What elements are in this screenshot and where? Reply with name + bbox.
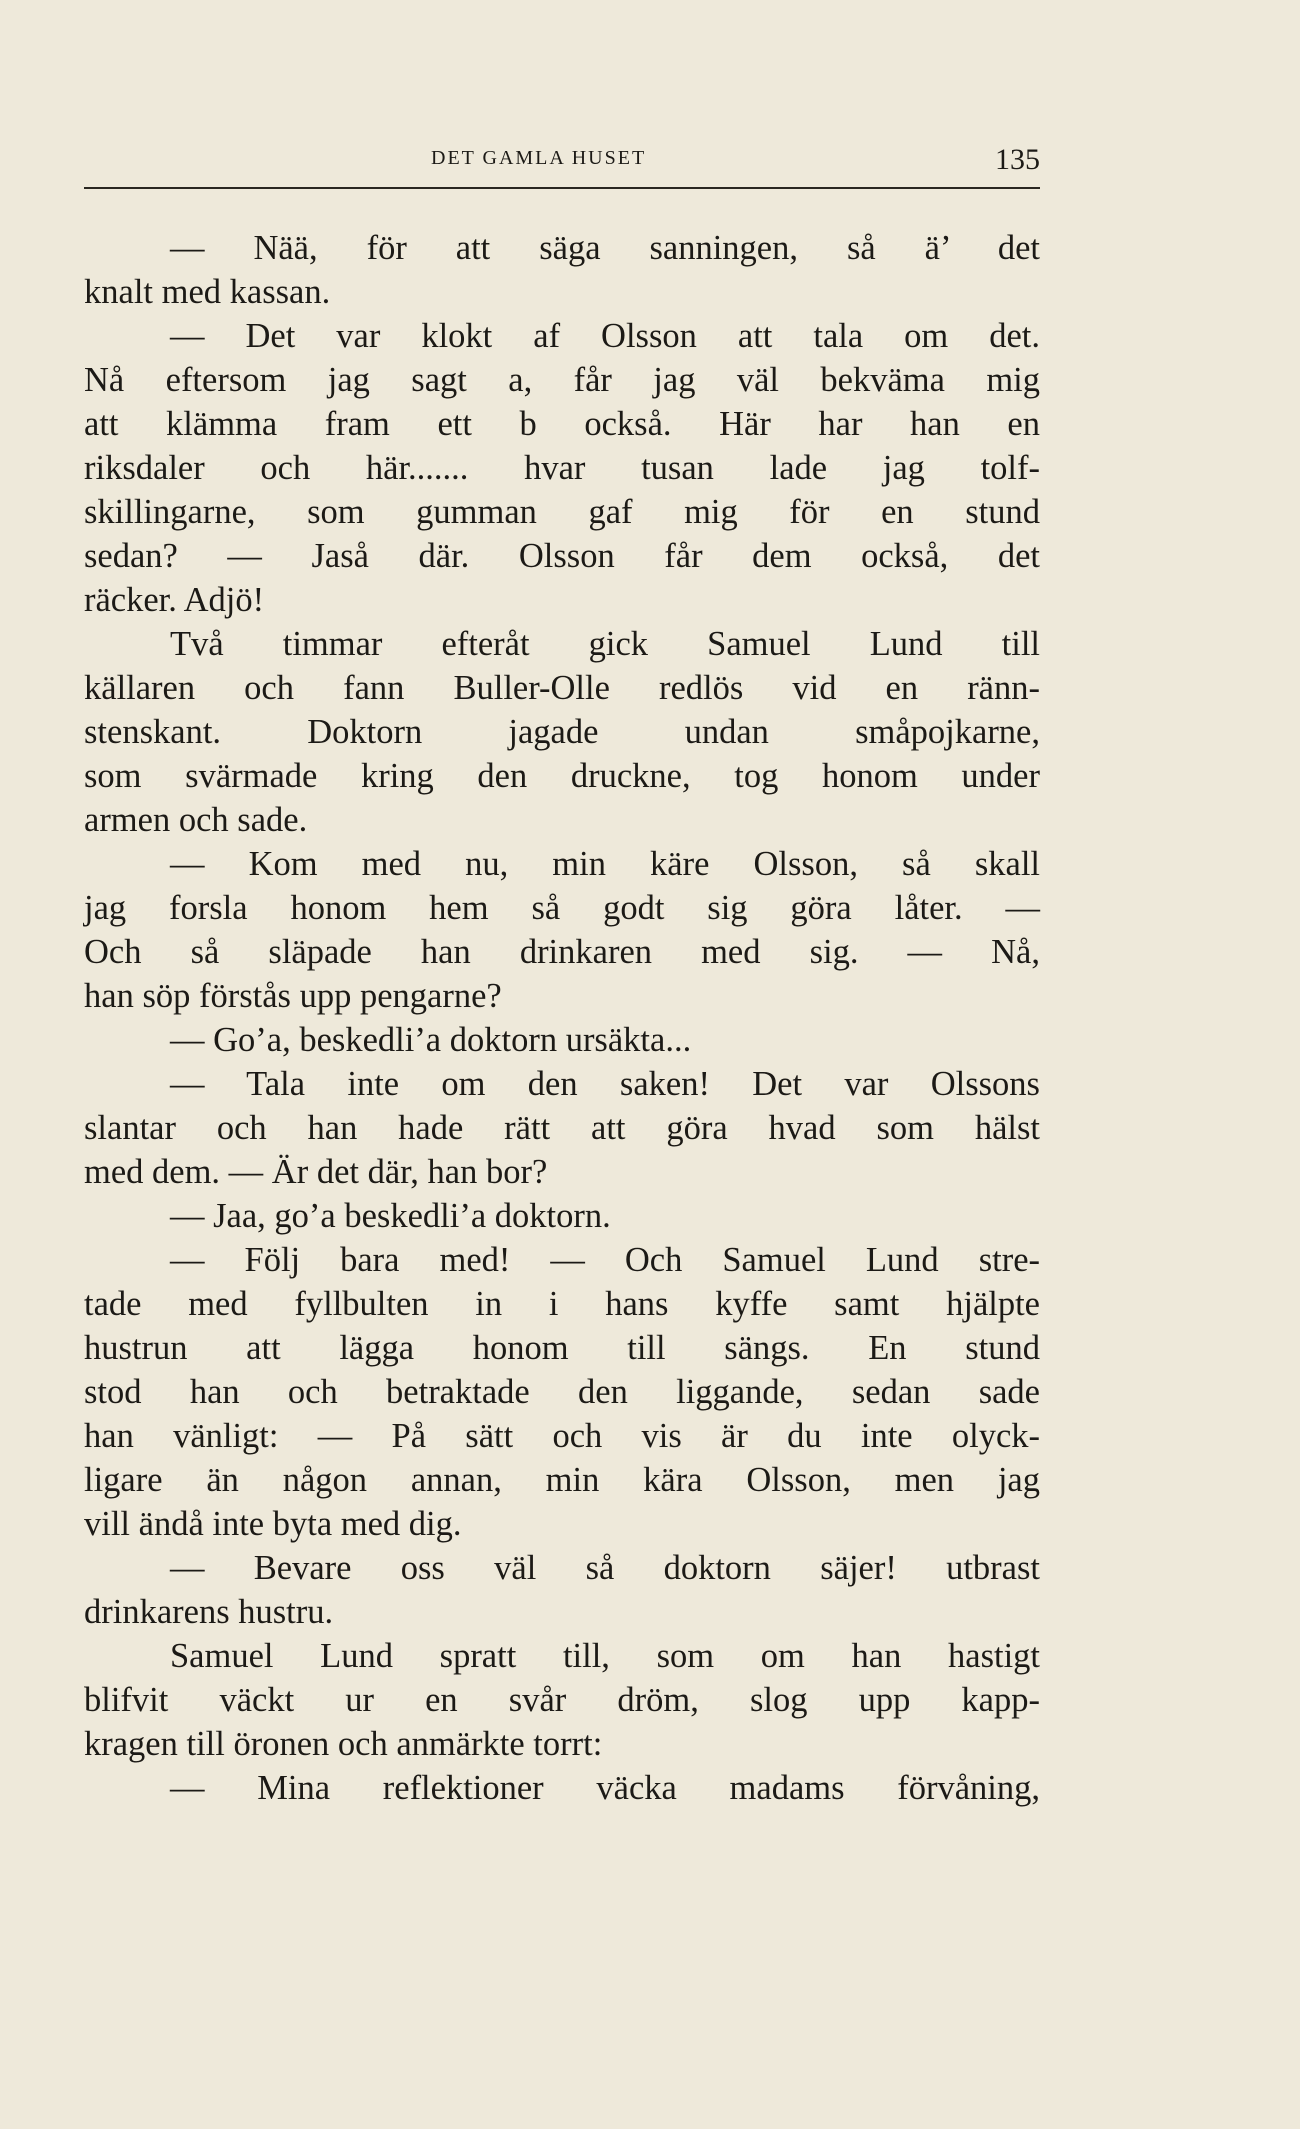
text-line: vill ändå inte byta med dig. bbox=[84, 1505, 462, 1543]
text-line: — Följ bara med! — Och Samuel Lund stre- bbox=[170, 1241, 1040, 1279]
text-line: jag forsla honom hem så godt sig göra låter. — bbox=[84, 889, 1040, 927]
text-line: tade med fyllbulten in i hans kyffe samt hjälpte bbox=[84, 1285, 1040, 1323]
text-line: sedan? — Jaså där. Olsson får dem också, det bbox=[84, 537, 1040, 575]
text-line: han vänligt: — På sätt och vis är du inte olyck- bbox=[84, 1417, 1040, 1455]
text-line: — Nää, för att säga sanningen, så ä’ det bbox=[170, 229, 1040, 267]
text-line: slantar och han hade rätt att göra hvad som hälst bbox=[84, 1109, 1040, 1147]
text-line: att klämma fram ett b också. Här har han en bbox=[84, 405, 1040, 443]
text-line: med dem. — Är det där, han bor? bbox=[84, 1153, 548, 1191]
text-line: knalt med kassan. bbox=[84, 273, 331, 311]
text-line: — Det var klokt af Olsson att tala om det. bbox=[170, 317, 1040, 355]
text-line: armen och sade. bbox=[84, 801, 308, 839]
text-line: Och så släpade han drinkaren med sig. — Nå, bbox=[84, 933, 1040, 971]
text-line: riksdaler och här....... hvar tusan lade jag tolf- bbox=[84, 449, 1040, 487]
page-number: 135 bbox=[995, 143, 1040, 176]
text-line: — Kom med nu, min käre Olsson, så skall bbox=[170, 845, 1040, 883]
page-header bbox=[84, 143, 1040, 176]
text-line: Nå eftersom jag sagt a, får jag väl bekväma mig bbox=[84, 361, 1040, 399]
text-line: räcker. Adjö! bbox=[84, 581, 265, 619]
text-line: kragen till öronen och anmärkte torrt: bbox=[84, 1725, 603, 1763]
text-line: skillingarne, som gumman gaf mig för en stund bbox=[84, 493, 1040, 531]
running-title: DET GAMLA HUSET bbox=[431, 147, 647, 169]
text-line: han söp förstås upp pengarne? bbox=[84, 977, 502, 1015]
text-line: stenskant. Doktorn jagade undan småpojkarne, bbox=[84, 713, 1040, 751]
text-line: ligare än någon annan, min kära Olsson, men jag bbox=[84, 1461, 1040, 1499]
text-line: källaren och fann Buller-Olle redlös vid en ränn- bbox=[84, 669, 1040, 707]
text-line: — Tala inte om den saken! Det var Olssons bbox=[170, 1065, 1040, 1103]
text-line: drinkarens hustru. bbox=[84, 1593, 334, 1631]
header-rule bbox=[84, 187, 1040, 189]
text-line: stod han och betraktade den liggande, sedan sade bbox=[84, 1373, 1040, 1411]
text-line: Två timmar efteråt gick Samuel Lund till bbox=[170, 625, 1040, 663]
text-line: — Go’a, beskedli’a doktorn ursäkta... bbox=[170, 1021, 692, 1059]
text-line: — Jaa, go’a beskedli’a doktorn. bbox=[170, 1197, 611, 1235]
text-line: Samuel Lund spratt till, som om han hastigt bbox=[170, 1637, 1040, 1675]
text-line: — Bevare oss väl så doktorn säjer! utbrast bbox=[170, 1549, 1040, 1587]
text-line: hustrun att lägga honom till sängs. En stund bbox=[84, 1329, 1040, 1367]
text-line: — Mina reflektioner väcka madams förvåning, bbox=[170, 1769, 1040, 1807]
text-line: som svärmade kring den druckne, tog honom under bbox=[84, 757, 1040, 795]
text-line: blifvit väckt ur en svår dröm, slog upp kapp- bbox=[84, 1681, 1040, 1719]
body-text bbox=[84, 226, 1040, 1810]
